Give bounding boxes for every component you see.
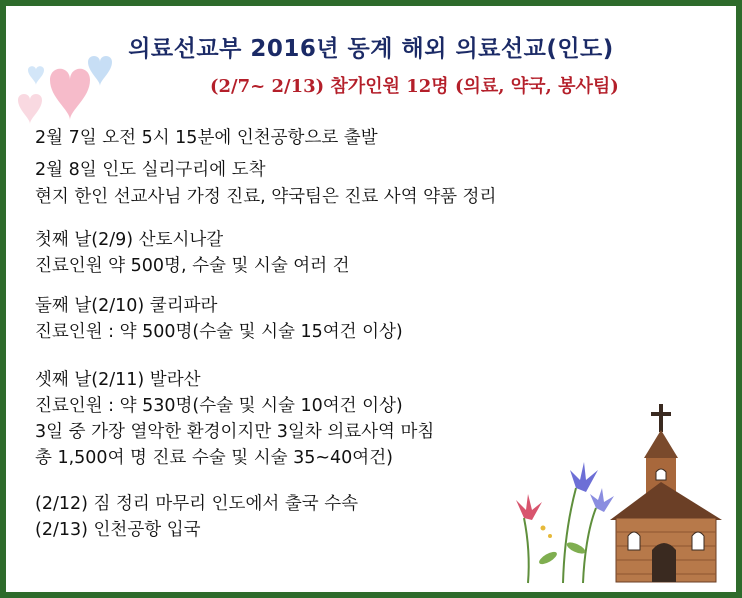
- schedule-line: 진료인원 : 약 530명(수술 및 시술 10여건 이상): [35, 396, 403, 416]
- schedule-line: 진료인원 약 500명, 수술 및 시술 여러 건: [35, 256, 350, 276]
- schedule-line: 3일 중 가장 열악한 환경이지만 3일차 의료사역 마침: [35, 422, 435, 442]
- schedule-line: 총 1,500여 명 진료 수술 및 시술 35~40여건): [35, 448, 393, 468]
- schedule-line: 진료인원 : 약 500명(수술 및 시술 15여건 이상): [35, 322, 403, 342]
- schedule-line: 현지 한인 선교사님 가정 진료, 약국팀은 진료 사역 약품 정리: [35, 187, 497, 207]
- church-icon: [606, 400, 726, 590]
- schedule-line: 첫째 날(2/9) 산토시나갈: [35, 230, 224, 250]
- schedule-line: (2/13) 인천공항 입국: [35, 520, 201, 540]
- schedule-line: 셋째 날(2/11) 발라산: [35, 370, 201, 390]
- page-subtitle: (2/7~ 2/13) 참가인원 12명 (의료, 약국, 봉사팀): [210, 76, 619, 97]
- schedule-line: (2/12) 짐 정리 마무리 인도에서 출국 수속: [35, 494, 358, 514]
- schedule-line: 2월 8일 인도 실리구리에 도착: [35, 160, 266, 180]
- schedule-line: 2월 7일 오전 5시 15분에 인천공항으로 출발: [35, 128, 378, 148]
- page-title: 의료선교부 2016년 동계 해외 의료선교(인도): [128, 36, 614, 62]
- schedule-line: 둘째 날(2/10) 쿨리파라: [35, 296, 218, 316]
